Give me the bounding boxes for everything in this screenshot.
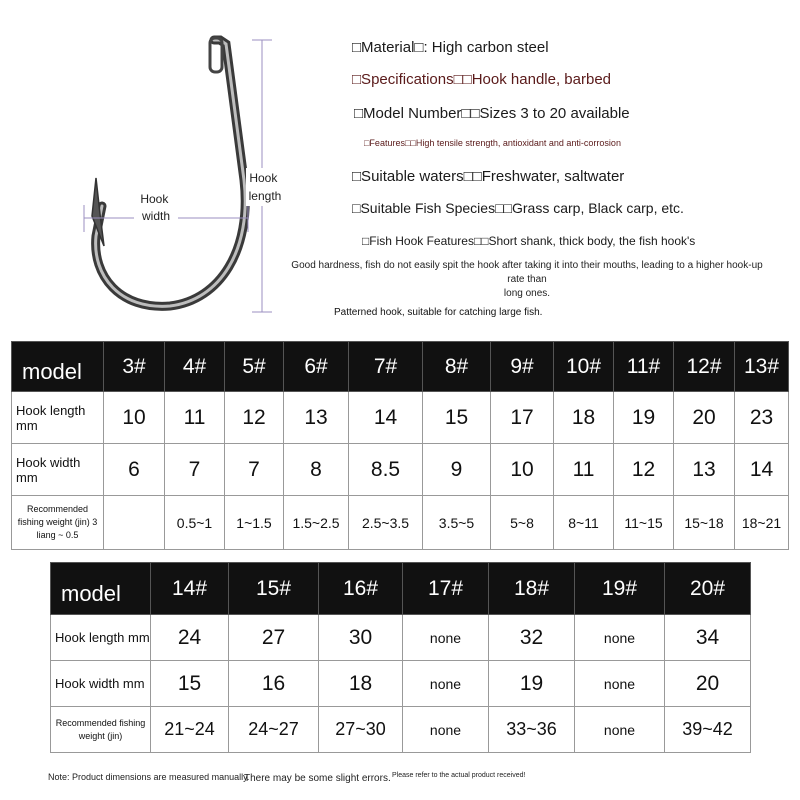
model-header-cell: 18# bbox=[489, 563, 575, 615]
model-header-cell: 16# bbox=[319, 563, 403, 615]
table-cell: 3.5~5 bbox=[423, 496, 491, 550]
spec-specifications: □Specifications□□Hook handle, barbed bbox=[352, 71, 611, 88]
model-header-label: model bbox=[51, 563, 151, 615]
model-header-cell: 7# bbox=[349, 342, 423, 392]
table-row bbox=[12, 496, 789, 550]
hook-length-label: Hook length bbox=[248, 171, 282, 203]
spec-description bbox=[282, 259, 772, 301]
model-header-cell: 10# bbox=[554, 342, 614, 392]
table-cell: 13 bbox=[284, 392, 349, 444]
note-errors: There may be some slight errors. bbox=[244, 773, 391, 784]
model-header-label: model bbox=[12, 342, 104, 392]
spec-material: □Material□: High carbon steel bbox=[352, 39, 549, 56]
table-cell: 2.5~3.5 bbox=[349, 496, 423, 550]
table-cell: 19 bbox=[489, 661, 575, 707]
row-label: Hook width mm bbox=[51, 661, 151, 707]
table-cell: 12 bbox=[225, 392, 284, 444]
table-cell: 1~1.5 bbox=[225, 496, 284, 550]
table-cell: 0.5~1 bbox=[165, 496, 225, 550]
table-cell: none bbox=[575, 615, 665, 661]
model-header-cell: 15# bbox=[229, 563, 319, 615]
table-cell: 7 bbox=[165, 444, 225, 496]
model-header-cell: 11# bbox=[614, 342, 674, 392]
table-cell: none bbox=[575, 707, 665, 753]
model-header-cell: 5# bbox=[225, 342, 284, 392]
table-cell: 11 bbox=[554, 444, 614, 496]
table-cell: 16 bbox=[229, 661, 319, 707]
model-header-cell: 20# bbox=[665, 563, 751, 615]
row-label: Recommended fishing weight (jin) bbox=[51, 707, 151, 753]
table-cell: 18 bbox=[319, 661, 403, 707]
table-row bbox=[12, 392, 789, 444]
spec-model-number: □Model Number□□Sizes 3 to 20 available bbox=[354, 105, 630, 122]
table-cell: 10 bbox=[104, 392, 165, 444]
table-cell: 23 bbox=[735, 392, 789, 444]
table-cell: 1.5~2.5 bbox=[284, 496, 349, 550]
table-cell: 14 bbox=[349, 392, 423, 444]
table-header-row bbox=[12, 342, 789, 392]
table-cell: none bbox=[403, 707, 489, 753]
table-cell: 30 bbox=[319, 615, 403, 661]
note-actual-product: Please refer to the actual product received! bbox=[392, 772, 526, 779]
table-cell: 15 bbox=[423, 392, 491, 444]
model-header-cell: 12# bbox=[674, 342, 735, 392]
table-cell: 11 bbox=[165, 392, 225, 444]
hook-shank bbox=[96, 40, 246, 306]
model-header-cell: 9# bbox=[491, 342, 554, 392]
table-cell: 18~21 bbox=[735, 496, 789, 550]
table-header-row bbox=[51, 563, 751, 615]
table-cell: 10 bbox=[491, 444, 554, 496]
spec-waters: □Suitable waters□□Freshwater, saltwater bbox=[352, 168, 625, 185]
table-cell: 8.5 bbox=[349, 444, 423, 496]
hook-width-label: Hook width bbox=[140, 192, 171, 223]
row-label: Hook length mm bbox=[12, 392, 104, 444]
table-cell: 11~15 bbox=[614, 496, 674, 550]
table-cell: 39~42 bbox=[665, 707, 751, 753]
row-label: Recommended fishing weight (jin) 3 liang ~ 0.5 bbox=[12, 496, 104, 550]
size-table-large bbox=[50, 562, 751, 753]
model-header-cell: 17# bbox=[403, 563, 489, 615]
table-cell: 34 bbox=[665, 615, 751, 661]
table-cell: 15 bbox=[151, 661, 229, 707]
table-cell: 27~30 bbox=[319, 707, 403, 753]
table-cell: 5~8 bbox=[491, 496, 554, 550]
table-cell: 13 bbox=[674, 444, 735, 496]
table-cell: 24 bbox=[151, 615, 229, 661]
table-cell: 18 bbox=[554, 392, 614, 444]
table-cell: none bbox=[403, 615, 489, 661]
table-row bbox=[51, 707, 751, 753]
table-cell: 15~18 bbox=[674, 496, 735, 550]
spec-fish-species: □Suitable Fish Species□□Grass carp, Black carp, etc. bbox=[352, 200, 684, 216]
spec-patterned: Patterned hook, suitable for catching large fish. bbox=[334, 307, 543, 318]
model-header-cell: 14# bbox=[151, 563, 229, 615]
table-cell: 12 bbox=[614, 444, 674, 496]
table-cell: 6 bbox=[104, 444, 165, 496]
spec-description-line2: long ones. bbox=[503, 288, 551, 299]
size-table-small bbox=[11, 341, 789, 550]
row-label: Hook width mm bbox=[12, 444, 104, 496]
table-cell: none bbox=[575, 661, 665, 707]
table-cell: 27 bbox=[229, 615, 319, 661]
row-label: Hook length mm bbox=[51, 615, 151, 661]
table-cell: 20 bbox=[674, 392, 735, 444]
model-header-cell: 3# bbox=[104, 342, 165, 392]
table-cell: 14 bbox=[735, 444, 789, 496]
table-cell: 24~27 bbox=[229, 707, 319, 753]
model-header-cell: 4# bbox=[165, 342, 225, 392]
table-cell: 7 bbox=[225, 444, 284, 496]
table-row bbox=[51, 661, 751, 707]
model-header-cell: 19# bbox=[575, 563, 665, 615]
table-cell: 32 bbox=[489, 615, 575, 661]
table-cell: 8~11 bbox=[554, 496, 614, 550]
table-cell: 17 bbox=[491, 392, 554, 444]
table-cell: 19 bbox=[614, 392, 674, 444]
table-cell bbox=[104, 496, 165, 550]
table-row bbox=[51, 615, 751, 661]
table-cell: 20 bbox=[665, 661, 751, 707]
table-cell: 33~36 bbox=[489, 707, 575, 753]
note-measurement: Note: Product dimensions are measured manually. bbox=[48, 772, 250, 782]
table-cell: 9 bbox=[423, 444, 491, 496]
model-header-cell: 6# bbox=[284, 342, 349, 392]
table-cell: none bbox=[403, 661, 489, 707]
spec-hook-features: □Fish Hook Features□□Short shank, thick body, the fish hook's bbox=[362, 234, 696, 248]
model-header-cell: 8# bbox=[423, 342, 491, 392]
table-row bbox=[12, 444, 789, 496]
table-cell: 8 bbox=[284, 444, 349, 496]
model-header-cell: 13# bbox=[735, 342, 789, 392]
table-cell: 21~24 bbox=[151, 707, 229, 753]
spec-description-line1: Good hardness, fish do not easily spit the hook after taking it into their mouths, leading to a higher hook-up rate than bbox=[291, 260, 763, 285]
spec-features: □Features□□High tensile strength, antioxidant and anti-corrosion bbox=[364, 138, 621, 148]
